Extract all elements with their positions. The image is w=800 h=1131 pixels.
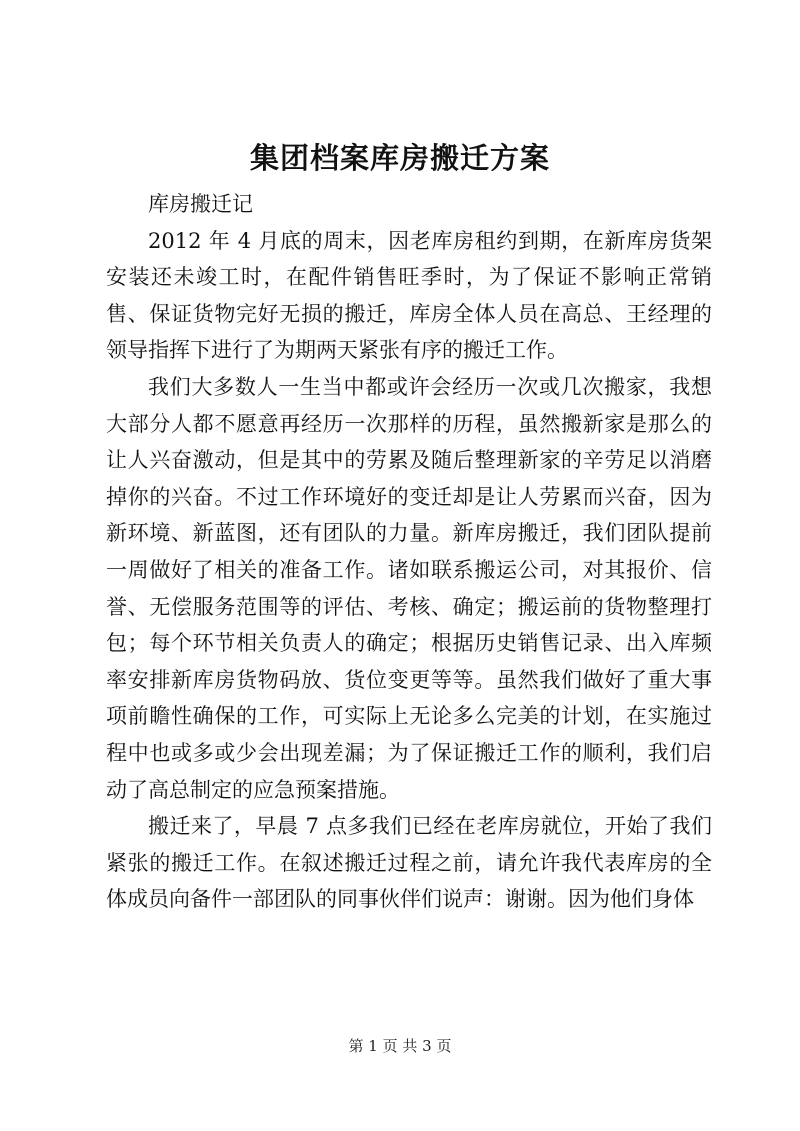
paragraph: 我们大多数人一生当中都或许会经历一次或几次搬家，我想大部分人都不愿意再经历一次那样的历程，虽然搬新家是那么的让人兴奋激动，但是其中的劳累及随后整理新家的辛劳足以消磨掉你的兴奋。不过工作环境好的变迁却是让人劳累而兴奋，因为新环境、新蓝图，还有团队的力量。新库房搬迁，我们团队提前一周做好了相关的准备工作。诸如联系搬运公司，对其报价、信誉、无偿服务范围等的评估、考核、确定；搬运前的货物整理打包；每个环节相关负责人的确定；根据历史销售记录、出入库频率安排新库房货物码放、货位变更等等。虽然我们做好了重大事项前瞻性确保的工作，可实际上无论多么完美的计划，在实施过程中也或多或少会出现差漏；为了保证搬迁工作的顺利，我们启动了高总制定的应急预案措施。 [106, 374, 712, 802]
paragraph: 2012 年 4 月底的周末，因老库房租约到期，在新库房货架安装还未竣工时，在配件销售旺季时，为了保证不影响正常销售、保证货物完好无损的搬迁，库房全体人员在高总、王经理的领导指挥下进行了为期两天紧张有序的搬迁工作。 [106, 228, 712, 363]
page-footer: 第 1 页 共 3 页 [348, 1037, 452, 1055]
paragraph: 搬迁来了，早晨 7 点多我们已经在老库房就位，开始了我们紧张的搬迁工作。在叙述搬迁过程之前，请允许我代表库房的全体成员向备件一部团队的同事伙伴们说声：谢谢。因为他们身体 [106, 814, 712, 912]
paragraph-subtitle: 库房搬迁记 [148, 192, 253, 216]
document-body [106, 186, 712, 918]
document-title: 集团档案库房搬迁方案 [249, 141, 550, 175]
